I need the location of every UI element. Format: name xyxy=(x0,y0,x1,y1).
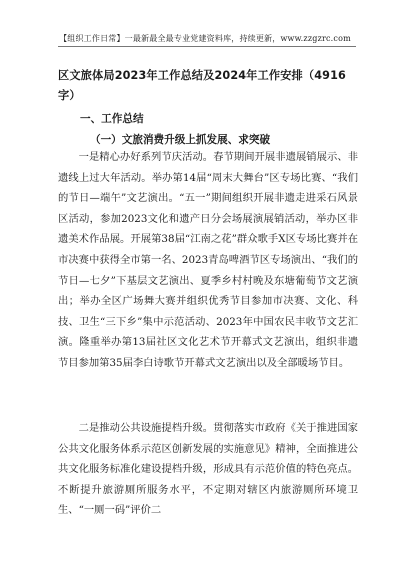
document-title: 区文旅体局2023年工作总结及2024年工作安排（4916字） xyxy=(58,69,346,102)
subsection-heading: （一）文旅消费升级上抓发展、求突破 xyxy=(90,134,271,146)
page-header: 【组织工作日常】一最新最全最专业党建资料库，持续更新，www.zzgzrc.com xyxy=(59,34,351,43)
section-heading: 一、工作总结 xyxy=(80,113,144,125)
header-divider xyxy=(58,46,356,47)
body-paragraph-1: 一是精心办好系列节庆活动。春节期间开展非遗展销展示、非遗线上过大年活动。举办第14届“周末大舞台”区专场比赛、“我们的节日—端午”文艺演出。“五一”期间组织开展非遗走进采石风景区活动，参加2023文化和遗产日分会场展演展销活动，举办区非遗美术作品展。开展第38届“江南之花”群众歌手X区专场比赛并在市决赛中获得全市第一名、2023青岛啤酒节区专场演出、“我们的节日—七夕”下基层文艺演出、夏季乡村村晚及东塘葡萄节文艺演出；举办全区广场舞大赛并组织优秀节目参加市决赛、文化、科技、卫生“三下乡”集中示范活动、2023年中国农民丰收节文艺汇演。隆重举办第13届社区文化艺术节开幕式文艺演出，组织非遗节目参加第35届李白诗歌节开幕式文艺演出以及全部暖场节目。 xyxy=(58,151,358,369)
body-paragraph-2: 二是推动公共设施提档升级。贯彻落实市政府《关于推进国家公共文化服务体系示范区创新发展的实施意见》精神，全面推进公共文化服务标准化建设提档升级，形成具有示范价值的特色亮点。不断提升旅游厕所服务水平，不定期对辖区内旅游厕所环境卫生、“一厕一码”评价二 xyxy=(58,422,358,517)
